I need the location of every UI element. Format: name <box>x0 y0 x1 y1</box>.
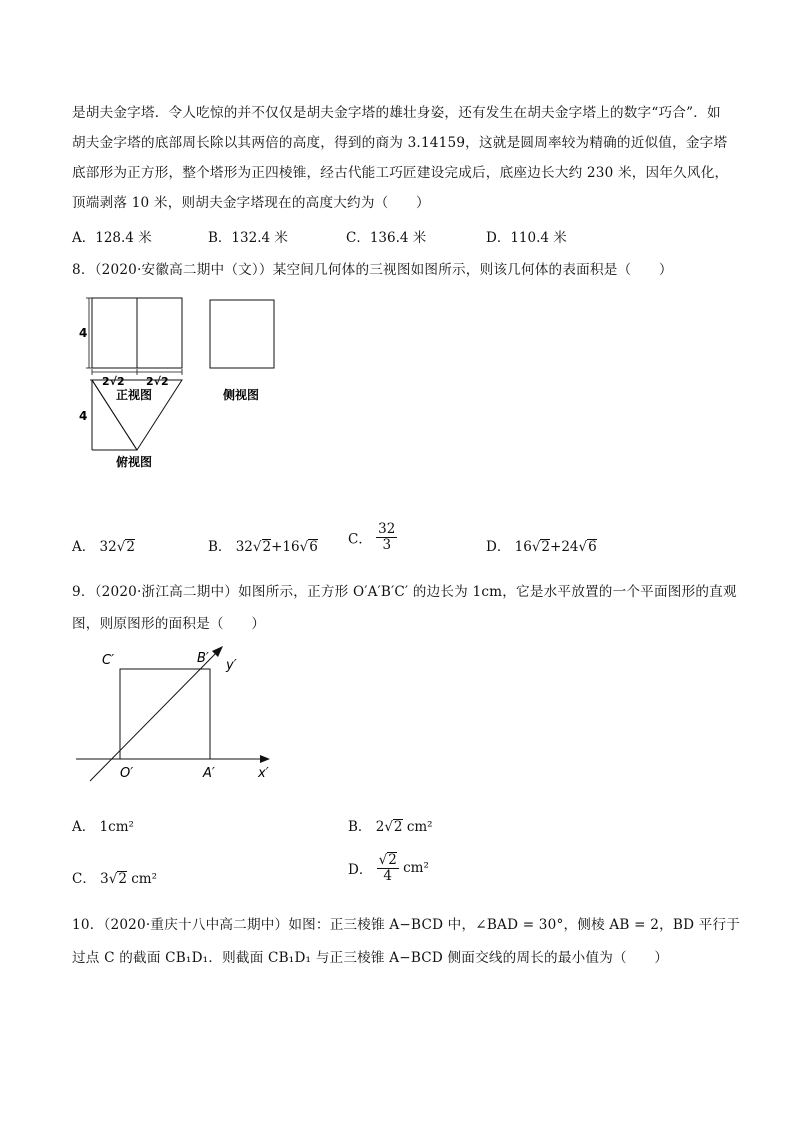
square-oabc <box>120 669 210 759</box>
q9-option-c-unit: cm² <box>131 871 158 887</box>
three-view-figure <box>70 290 290 500</box>
side-view-rect <box>210 300 274 368</box>
q9-option-d-letter: D． <box>348 861 373 878</box>
q8-option-d-radicand2: 6 <box>588 539 597 555</box>
q9-option-a-value: 1cm² <box>99 819 134 835</box>
label-y: y′ <box>226 658 237 673</box>
q7-option-c: C．136.4 米 <box>346 230 427 246</box>
q9-stem-line-1: 9．（2020·浙江高二期中）如图所示，正方形 O′A′B′C′ 的边长为 1cm，它是水平放置的一个平面图形的直观 <box>72 584 737 600</box>
q9-option-c: C． 3√2 cm² <box>72 871 158 887</box>
label-o: O′ <box>120 766 134 781</box>
q9-option-c-coef: 3 <box>100 871 109 887</box>
q8-option-b-radicand2: 6 <box>309 539 318 555</box>
q8-option-a: A． 32√2 <box>72 539 135 555</box>
top-height-label: 4 <box>79 409 88 423</box>
label-c: C′ <box>102 653 115 668</box>
q8-option-b-radicand1: 2 <box>262 539 272 555</box>
front-height-label: 4 <box>79 326 88 340</box>
x-axis-arrow <box>260 755 270 763</box>
q9-option-b-letter: B． <box>348 819 372 835</box>
top-view-label: 俯视图 <box>116 455 153 469</box>
q8-option-c-denominator: 3 <box>382 536 392 553</box>
q8-option-a-letter: A． <box>72 539 96 555</box>
label-b: B′ <box>197 651 209 666</box>
q8-option-c-letter: C． <box>348 531 372 548</box>
q9-option-a <box>72 815 134 835</box>
q8-option-d-coef1: 16 <box>514 539 532 555</box>
q9-option-d-unit: cm² <box>403 859 429 876</box>
q8-option-a-radicand: 2 <box>126 539 135 555</box>
q9-option-a-letter: A． <box>72 819 96 835</box>
q8-option-b-coef1: 32 <box>235 539 253 555</box>
q7-option-a: A．128.4 米 <box>72 230 152 246</box>
q9-stem-line-2: 图，则原图形的面积是（ ） <box>72 616 266 632</box>
q9-option-b-radicand: 2 <box>393 819 403 835</box>
label-x: x′ <box>258 766 269 781</box>
q7-stem-line-1: 是胡夫金字塔．令人吃惊的并不仅仅是胡夫金字塔的雄壮身姿，还有发生在胡夫金字塔上的数字“巧合”．如 <box>72 105 721 121</box>
q9-option-b-unit: cm² <box>406 819 433 835</box>
q9-option-c-letter: C． <box>72 871 96 887</box>
q8-option-c-numerator: 32 <box>378 521 396 537</box>
q8-option-d-plus: +24 <box>550 539 579 555</box>
q7-stem-line-2: 胡夫金字塔的底部周长除以其两倍的高度，得到的商为 3.14159，这就是圆周率较为精确的近似值，金字塔 <box>72 135 728 151</box>
label-a: A′ <box>203 766 215 781</box>
q8-option-b-plus: +16 <box>271 539 300 555</box>
q8-stem: 8．（2020·安徽高二期中（文））某空间几何体的三视图如图所示，则该几何体的表面积是（ ） <box>72 262 673 278</box>
q8-option-b: B． 32√2+16√6 <box>208 539 318 555</box>
q8-option-c <box>348 522 397 553</box>
q8-option-b-letter: B． <box>208 539 232 555</box>
q9-option-c-radicand: 2 <box>118 871 127 887</box>
q9-option-b: B． 2√2 cm² <box>348 819 433 835</box>
q10-stem-line-1: 10．（2020·重庆十八中高二期中）如图：正三棱锥 A−BCD 中，∠BAD = 30°，侧棱 AB = 2，BD 平行于 <box>72 917 741 933</box>
q9-option-d <box>348 852 429 884</box>
q8-option-d-letter: D． <box>486 539 511 555</box>
q7-option-d: D．110.4 米 <box>486 230 567 246</box>
q9-option-d-radicand: 2 <box>388 852 397 868</box>
q9-option-d-fraction: $\frac{√2}{4}$ <box>378 852 397 884</box>
q8-option-c-fraction <box>376 522 397 553</box>
q9-option-b-coef: 2 <box>375 819 385 835</box>
front-width-right-label: 2√2 <box>146 375 169 388</box>
q9-figure <box>70 645 290 785</box>
q7-stem-line-3: 底部形为正方形，整个塔形为正四棱锥，经古代能工巧匠建设完成后，底座边长大约 230 米，因年久风化， <box>72 165 729 181</box>
front-view-label: 正视图 <box>116 388 153 402</box>
q7-option-b: B．132.4 米 <box>208 230 288 246</box>
q9-option-d-denominator: 4 <box>383 867 393 884</box>
front-width-left-label: 2√2 <box>102 375 125 388</box>
side-view-label: 侧视图 <box>223 388 260 402</box>
q8-option-a-coef: 32 <box>99 539 117 555</box>
q8-option-d-radicand1: 2 <box>541 539 551 555</box>
q7-stem-line-4: 顶端剥落 10 米，则胡夫金字塔现在的高度大约为（ ） <box>72 195 430 211</box>
q10-stem-line-2: 过点 C 的截面 CB₁D₁．则截面 CB₁D₁ 与正三棱锥 A−BCD 侧面交线的周长的最小值为（ ） <box>72 950 669 966</box>
q8-option-d: D． 16√2+24√6 <box>486 539 597 555</box>
